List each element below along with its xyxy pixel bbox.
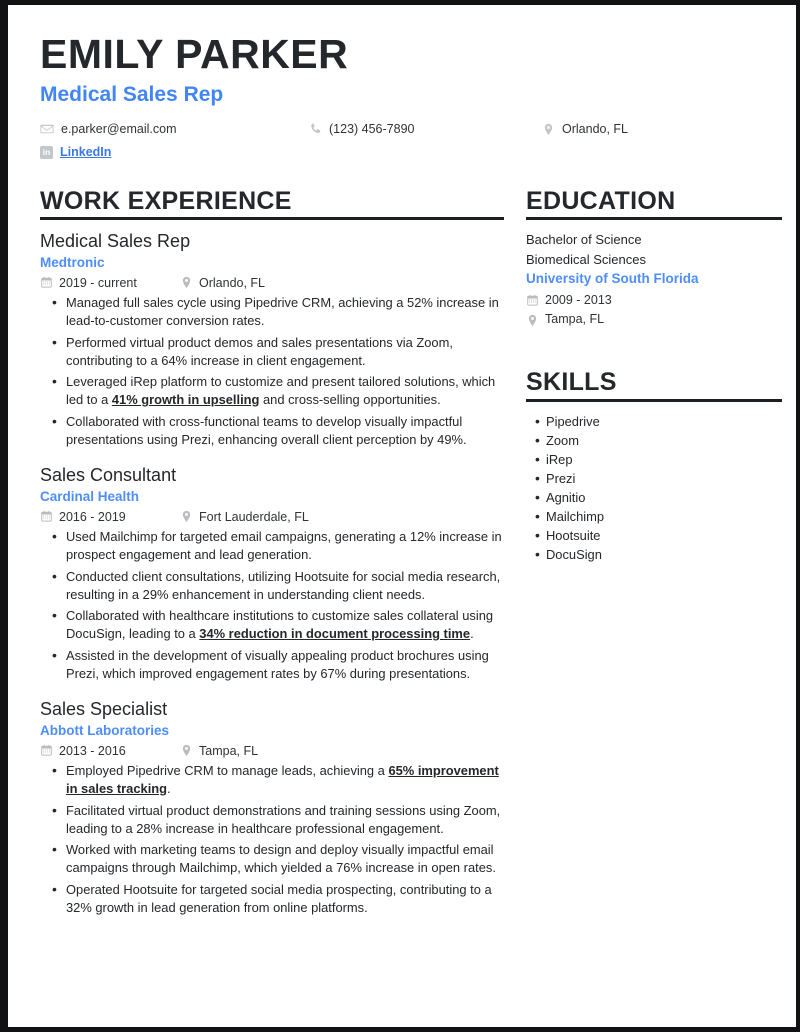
- section-skills: [526, 368, 782, 565]
- candidate-name: EMILY PARKER: [40, 31, 349, 77]
- job-dates: [40, 275, 180, 291]
- calendar-icon: [526, 294, 539, 307]
- skill-item: • DocuSign: [546, 545, 782, 564]
- bullet-highlight: 34% reduction in document processing time: [199, 626, 471, 642]
- job-location: [180, 509, 309, 525]
- job-company: Abbott Laboratories: [40, 722, 170, 738]
- job-entry: [40, 230, 504, 448]
- education-location: [526, 310, 782, 329]
- job-bullets: [40, 528, 504, 682]
- job-company: Medtronic: [40, 254, 105, 270]
- email-text: e.parker@email.com: [61, 122, 177, 137]
- bullet-highlight: 65% improvement in sales tracking: [66, 763, 499, 796]
- skill-item: • Hootsuite: [546, 526, 782, 545]
- section-divider: [526, 217, 782, 220]
- education-dates-text: 2009 - 2013: [545, 293, 612, 308]
- map-pin-icon: [180, 510, 193, 523]
- section-divider: [526, 399, 782, 402]
- job-dates: [40, 509, 180, 525]
- phone-text: (123) 456-7890: [329, 122, 415, 137]
- job-bullet: • Performed virtual product demos and sales presentations via Zoom, contributing to a 64% increase in client engagement.: [64, 334, 504, 370]
- job-dates: [40, 743, 180, 759]
- job-location-text: Tampa, FL: [199, 743, 259, 758]
- email-icon: [40, 122, 54, 136]
- job-meta: [40, 275, 504, 291]
- resume-page: [8, 5, 796, 1027]
- calendar-icon: [40, 276, 53, 289]
- job-entry: [40, 698, 504, 916]
- location-text: Orlando, FL: [562, 122, 629, 137]
- education-list: [526, 230, 782, 329]
- contact-info: [40, 121, 760, 161]
- section-education: [526, 187, 782, 330]
- job-bullets: [40, 762, 504, 916]
- section-work-experience: [40, 187, 504, 917]
- map-pin-icon: [180, 744, 193, 757]
- skills-heading: SKILLS: [526, 367, 617, 396]
- skill-item: • Zoom: [546, 431, 782, 450]
- section-divider: [40, 217, 504, 220]
- job-title: Medical Sales Rep: [40, 231, 191, 252]
- job-bullet: • Employed Pipedrive CRM to manage leads, achieving a 65% improvement in sales tracking.: [64, 762, 504, 798]
- candidate-job-title: Medical Sales Rep: [40, 83, 224, 107]
- job-bullet: • Worked with marketing teams to design and deploy visually impactful email campaigns through Mailchimp, which yielded a 76% increase in open rates.: [64, 841, 504, 877]
- job-bullet: • Operated Hootsuite for targeted social media prospecting, contributing to a 32% growth in lead generation from online platforms.: [64, 881, 504, 917]
- job-title: Sales Specialist: [40, 699, 168, 720]
- left-column: [40, 187, 504, 917]
- job-dates-text: 2013 - 2016: [59, 743, 126, 758]
- skill-item: • iRep: [546, 450, 782, 469]
- job-dates-text: 2019 - current: [59, 275, 137, 290]
- skill-item: • Mailchimp: [546, 507, 782, 526]
- contact-email[interactable]: [40, 121, 308, 137]
- linkedin-link[interactable]: LinkedIn: [60, 145, 112, 160]
- contact-phone[interactable]: [308, 121, 542, 137]
- calendar-icon: [40, 744, 53, 757]
- job-list: [40, 230, 504, 916]
- job-bullet: • Assisted in the development of visually appealing product brochures using Prezi, which improved engagement rates by 67% during presentations.: [64, 647, 504, 683]
- job-title: Sales Consultant: [40, 465, 177, 486]
- education-dates: [526, 291, 782, 310]
- job-meta: [40, 743, 504, 759]
- job-bullet: • Conducted client consultations, utilizing Hootsuite for social media research, resulting in a 29% enhancement in understanding client needs.: [64, 568, 504, 604]
- phone-icon: [308, 122, 322, 136]
- linkedin-icon: in: [40, 146, 53, 159]
- job-bullet: • Facilitated virtual product demonstrations and training sessions using Zoom, leading to a 28% increase in healthcare professional engagement.: [64, 802, 504, 838]
- job-bullets: [40, 294, 504, 448]
- job-location: [180, 275, 265, 291]
- job-bullet: • Used Mailchimp for targeted email campaigns, generating a 12% increase in prospect engagement and lead generation.: [64, 528, 504, 564]
- job-location-text: Orlando, FL: [199, 275, 266, 290]
- education-heading: EDUCATION: [526, 186, 676, 215]
- contact-linkedin[interactable]: [40, 144, 760, 160]
- map-pin-icon: [542, 123, 555, 136]
- education-location-text: Tampa, FL: [545, 312, 605, 327]
- job-entry: [40, 464, 504, 682]
- job-location: [180, 743, 258, 759]
- job-bullet: • Leveraged iRep platform to customize and present tailored solutions, which led to a 41% growth in upselling and cross-selling opportunities.: [64, 373, 504, 409]
- skills-list: [526, 412, 782, 565]
- job-bullet: • Collaborated with healthcare institutions to customize sales collateral using DocuSign, leading to a 34% reduction in document processing time.: [64, 607, 504, 643]
- job-bullet: • Collaborated with cross-functional teams to develop visually impactful presentations using Prezi, enhancing overall client perception by 49%.: [64, 413, 504, 449]
- education-field: Biomedical Sciences: [526, 251, 646, 267]
- skill-item: • Pipedrive: [546, 412, 782, 431]
- bullet-highlight: 41% growth in upselling: [111, 392, 260, 408]
- work-experience-heading: WORK EXPERIENCE: [40, 186, 292, 215]
- right-column: [526, 187, 782, 565]
- job-bullet: • Managed full sales cycle using Pipedrive CRM, achieving a 52% increase in lead-to-customer conversion rates.: [64, 294, 504, 330]
- skill-item: • Agnitio: [546, 488, 782, 507]
- education-degree: Bachelor of Science: [526, 232, 642, 248]
- resume-header: [40, 33, 766, 161]
- job-location-text: Fort Lauderdale, FL: [199, 509, 309, 524]
- job-company: Cardinal Health: [40, 488, 140, 504]
- job-meta: [40, 509, 504, 525]
- job-dates-text: 2016 - 2019: [59, 509, 126, 524]
- map-pin-icon: [526, 314, 539, 327]
- education-entry: [526, 230, 782, 329]
- calendar-icon: [40, 510, 53, 523]
- map-pin-icon: [180, 276, 193, 289]
- education-school: University of South Florida: [526, 271, 699, 287]
- skill-item: • Prezi: [546, 469, 782, 488]
- contact-location: [542, 121, 752, 137]
